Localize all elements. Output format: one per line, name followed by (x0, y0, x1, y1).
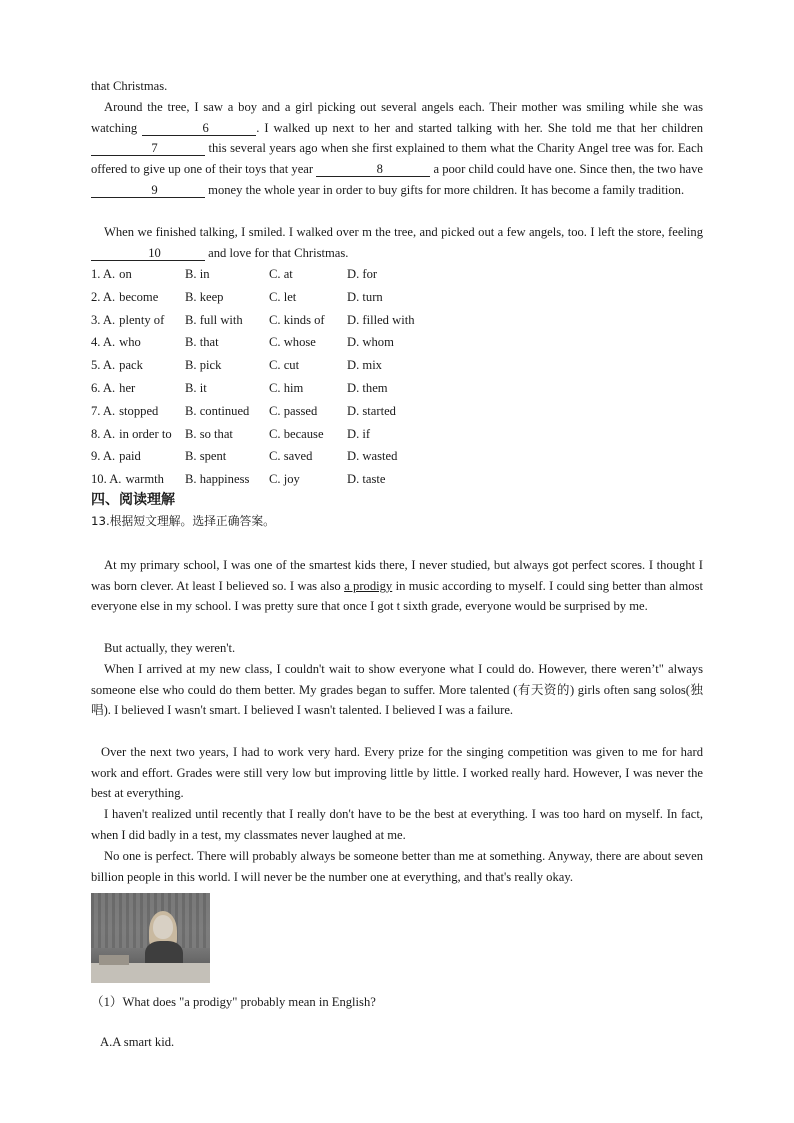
question-number: 8. A. (91, 426, 116, 441)
option-cell-a[interactable] (91, 445, 185, 468)
option-row (91, 423, 467, 446)
underlined-word-prodigy: a prodigy (344, 578, 393, 593)
question-number: 4. A. (91, 335, 116, 350)
option-b[interactable]: B. happiness (185, 472, 250, 487)
option-d[interactable]: D. whom (347, 335, 394, 350)
option-row (91, 377, 467, 400)
option-c[interactable]: C. at (269, 267, 293, 281)
option-b[interactable]: B. spent (185, 449, 227, 464)
reading-paragraph-1 (91, 555, 703, 617)
option-d[interactable]: D. taste (347, 472, 386, 487)
option-d[interactable]: D. turn (347, 289, 383, 304)
option-d[interactable]: D. wasted (347, 449, 398, 464)
option-cell-a[interactable] (91, 400, 185, 423)
option-b[interactable]: B. that (185, 335, 219, 350)
option-d[interactable]: D. for (347, 267, 378, 281)
cloze-paragraph-tree (91, 97, 703, 201)
question-number: 10. A. (91, 472, 122, 487)
option-d[interactable]: D. if (347, 426, 371, 441)
option-cell-a[interactable] (91, 377, 185, 400)
option-row (91, 468, 467, 491)
question-number: 9. A. (91, 449, 116, 464)
question-number: 7. A. (91, 403, 116, 418)
option-a[interactable]: who (119, 335, 141, 350)
question-number: 2. A. (91, 289, 116, 304)
text-fragment: this several years ago when she first explained to them what the Charity Angel tree was for. Each offered to give up one of their toys that year (91, 141, 703, 177)
question-number: 6. A. (91, 380, 116, 395)
text-fragment: a poor child could have one. Since then, the two have (433, 162, 703, 177)
option-d[interactable]: D. filled with (347, 312, 415, 327)
option-d[interactable]: D. started (347, 403, 396, 418)
option-a[interactable]: paid (119, 449, 141, 464)
cloze-blank-6: 6 (142, 121, 256, 136)
cloze-blank-9: 9 (91, 183, 205, 198)
option-c[interactable]: C. let (269, 289, 297, 304)
text-fragment: money the whole year in order to buy gifts for more children. It has become a family tradition. (208, 182, 685, 197)
option-cell-a[interactable] (91, 309, 185, 332)
face-shape (153, 915, 173, 939)
option-cell-a[interactable] (91, 263, 185, 286)
option-c[interactable]: C. him (269, 380, 304, 395)
question-number: 5. A. (91, 358, 116, 373)
text-line: that Christmas. (91, 79, 168, 93)
option-d[interactable]: D. them (347, 380, 388, 395)
option-b[interactable]: B. it (185, 380, 207, 395)
option-a[interactable]: plenty of (119, 312, 165, 327)
option-row (91, 286, 467, 309)
option-b[interactable]: B. continued (185, 403, 250, 418)
books-shape (99, 955, 129, 965)
option-a[interactable]: her (119, 380, 136, 395)
option-cell-a[interactable] (91, 468, 185, 491)
cloze-blank-7: 7 (91, 141, 205, 156)
option-c[interactable]: C. saved (269, 449, 313, 464)
option-c[interactable]: C. whose (269, 335, 316, 350)
option-cell-a[interactable] (91, 423, 185, 446)
option-row (91, 445, 467, 468)
text-fragment: Around the tree, I saw a boy and a girl picking out several angels each. Their mother was smiling while she was watching (91, 100, 703, 135)
option-d[interactable]: D. mix (347, 358, 382, 373)
option-row (91, 309, 467, 332)
text-fragment: At my primary school, I was one of the smartest kids there, I never studied, but always got perfect scores. I thought I was born clever. At least I believed so. I was also (91, 558, 703, 593)
cloze-blank-10: 10 (91, 246, 205, 261)
text-fragment: . I walked up next to her and started talking with her. She told me that her children (256, 120, 703, 135)
text-fragment: and love for that Christmas. (208, 245, 349, 260)
option-b[interactable]: B. so that (185, 426, 233, 441)
option-cell-a[interactable] (91, 286, 185, 309)
option-c[interactable]: C. passed (269, 403, 318, 418)
question-number: 3. A. (91, 312, 116, 327)
reading-paragraph-2: But actually, they weren't. (104, 641, 236, 655)
desk-shape (91, 963, 210, 983)
option-a[interactable]: on (119, 267, 132, 281)
section-heading: 四、阅读理解 (91, 492, 175, 508)
option-c[interactable]: C. cut (269, 358, 300, 373)
option-c[interactable]: C. kinds of (269, 312, 325, 327)
option-c[interactable]: C. joy (269, 472, 300, 487)
question-number: 1. A. (91, 267, 116, 281)
question-instruction: 13.根据短文理解。选择正确答案。 (91, 514, 275, 528)
cloze-blank-8: 8 (316, 162, 430, 177)
answer-option-a[interactable]: A.A smart kid. (100, 1035, 175, 1049)
option-a[interactable]: in order to (119, 426, 172, 441)
option-b[interactable]: B. keep (185, 289, 224, 304)
option-row (91, 354, 467, 377)
reading-paragraph-6: No one is perfect. There will probably always be someone better than me at something. Anyway, there are about seven billion people in this world. I will never be the number one at everything, and that's really okay. (91, 849, 703, 884)
text-fragment: in music according to myself. I could sing better than almost everyone else in my school. I was pretty sure that once I got t sixth grade, everyone would be surprised by me. (91, 578, 704, 614)
option-a[interactable]: stopped (119, 403, 159, 418)
option-row (91, 263, 467, 286)
cloze-paragraph-end (91, 222, 703, 263)
option-a[interactable]: warmth (125, 472, 164, 487)
option-b[interactable]: B. in (185, 267, 210, 281)
option-a[interactable]: pack (119, 358, 143, 373)
option-c[interactable]: C. because (269, 426, 324, 441)
option-a[interactable]: become (119, 289, 159, 304)
reading-paragraph-5: I haven't realized until recently that I really don't have to be the best at everything. I was too hard on myself. In fact, when I did badly in a test, my classmates never laughed at me. (91, 807, 703, 842)
text-fragment: When we finished talking, I smiled. I walked over m the tree, and picked out a few angels, too. I left the store, feeling (104, 225, 703, 239)
option-row (91, 400, 467, 423)
reading-paragraph-3: When I arrived at my new class, I couldn't wait to show everyone what I could do. However, there weren’t" always someone else who could do them better. My grades began to suffer. More talented (有天资的) girls often sang solos(独唱). I believed I wasn't smart. I believed I wasn't talented. I believed I was a failure. (91, 662, 703, 718)
option-row (91, 331, 467, 354)
girl-at-desk-photo (91, 893, 210, 983)
option-b[interactable]: B. full with (185, 312, 243, 327)
cloze-options-list (91, 263, 467, 491)
reading-paragraph-4: Over the next two years, I had to work very hard. Every prize for the singing competition was given to me for hard work and effort. Grades were still very low but improving little by little. I worked really hard. However, I was never the best at everything. (91, 745, 703, 801)
option-b[interactable]: B. pick (185, 358, 222, 373)
option-cell-a[interactable] (91, 354, 185, 377)
question-1: （1）What does "a prodigy" probably mean in English? (91, 995, 376, 1009)
option-cell-a[interactable] (91, 331, 185, 354)
